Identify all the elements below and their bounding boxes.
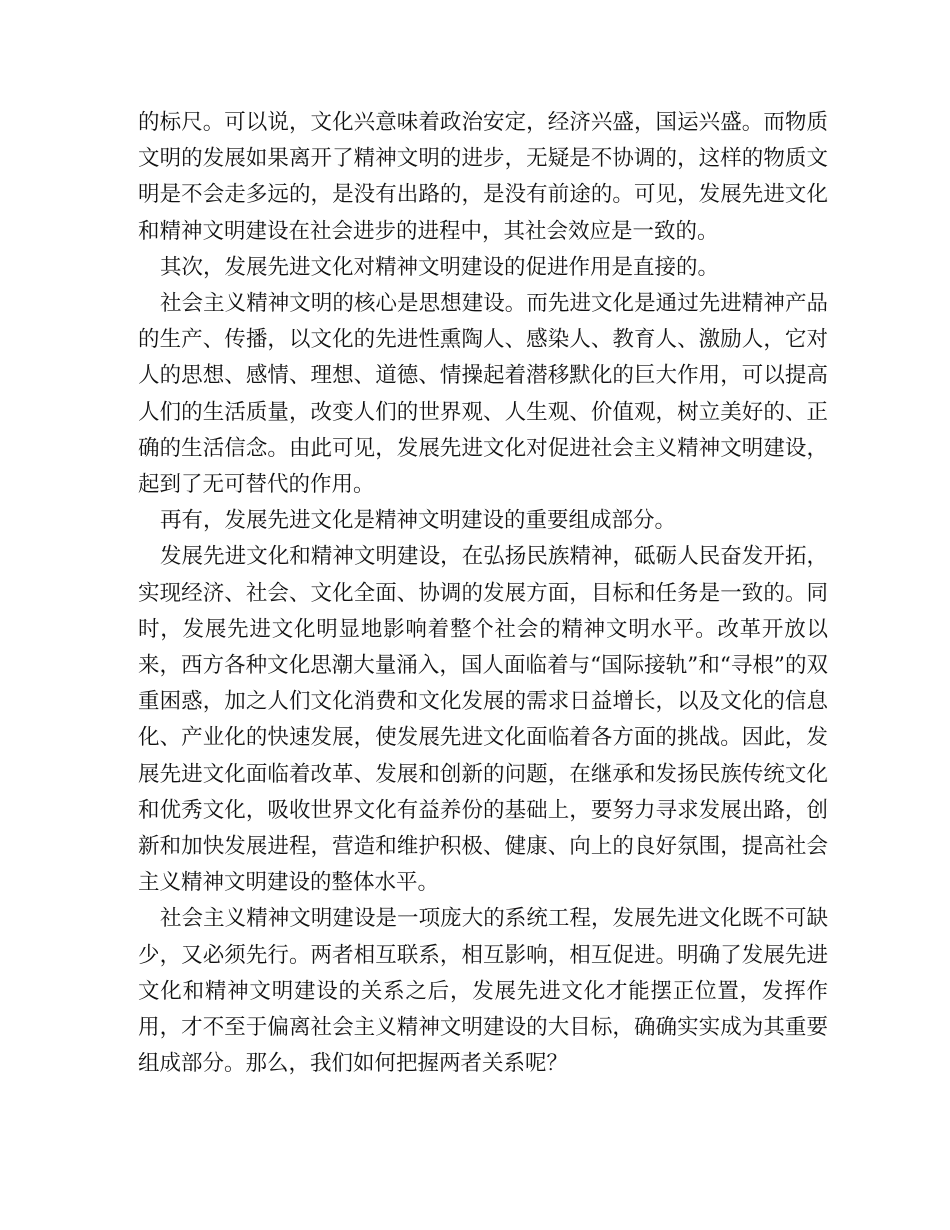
paragraph-continuation: 的标尺。可以说，文化兴意味着政治安定，经济兴盛，国运兴盛。而物质文明的发展如果离开了精神文明的进步，无疑是不协调的，这样的物质文明是不会走多远的，是没有出路的，是没有前途的。可见，发展先进文化和精神文明建设在社会进步的进程中，其社会效应是一致的。 — [138, 110, 828, 244]
paragraph-development-goals: 发展先进文化和精神文明建设，在弘扬民族精神，砥砺人民奋发开拓，实现经济、社会、文化全面、协调的发展方面，目标和任务是一致的。同时，发展先进文化明显地影响着整个社会的精神文明水平。改革开放以来，西方各种文化思潮大量涌入，国人面临着与“国际接轨”和“寻根”的双重困惑，加之人们文化消费和文化发展的需求日益增长，以及文化的信息化、产业化的快速发展，使发展先进文化面临着各方面的挑战。因此，发展先进文化面临着改革、发展和创新的问题，在继承和发扬民族传统文化和优秀文化，吸收世界文化有益养份的基础上，要努力寻求发展出路，创新和加快发展进程，营造和维护积极、健康、向上的良好氛围，提高社会主义精神文明建设的整体水平。 — [138, 544, 828, 896]
paragraph-furthermore-heading: 再有，发展先进文化是精神文明建设的重要组成部分。 — [160, 508, 677, 534]
paragraph-core-ideology: 社会主义精神文明的核心是思想建设。而先进文化是通过先进精神产品的生产、传播，以文化的先进性熏陶人、感染人、教育人、激励人，它对人的思想、感情、理想、道德、情操起着潜移默化的巨大作用，可以提高人们的生活质量，改变人们的世界观、人生观、价值观，树立美好的、正确的生活信念。由此可见，发展先进文化对促进社会主义精神文明建设，起到了无可替代的作用。 — [138, 291, 828, 498]
paragraph-conclusion: 社会主义精神文明建设是一项庞大的系统工程，发展先进文化既不可缺少，又必须先行。两者相互联系，相互影响，相互促进。明确了发展先进文化和精神文明建设的关系之后，发展先进文化才能摆正位置，发挥作用，才不至于偏离社会主义精神文明建设的大目标，确确实实成为其重要组成部分。那么，我们如何把握两者关系呢？ — [138, 906, 828, 1077]
paragraph-secondly-heading: 其次，发展先进文化对精神文明建设的促进作用是直接的。 — [160, 254, 720, 280]
document-page — [138, 105, 828, 1082]
